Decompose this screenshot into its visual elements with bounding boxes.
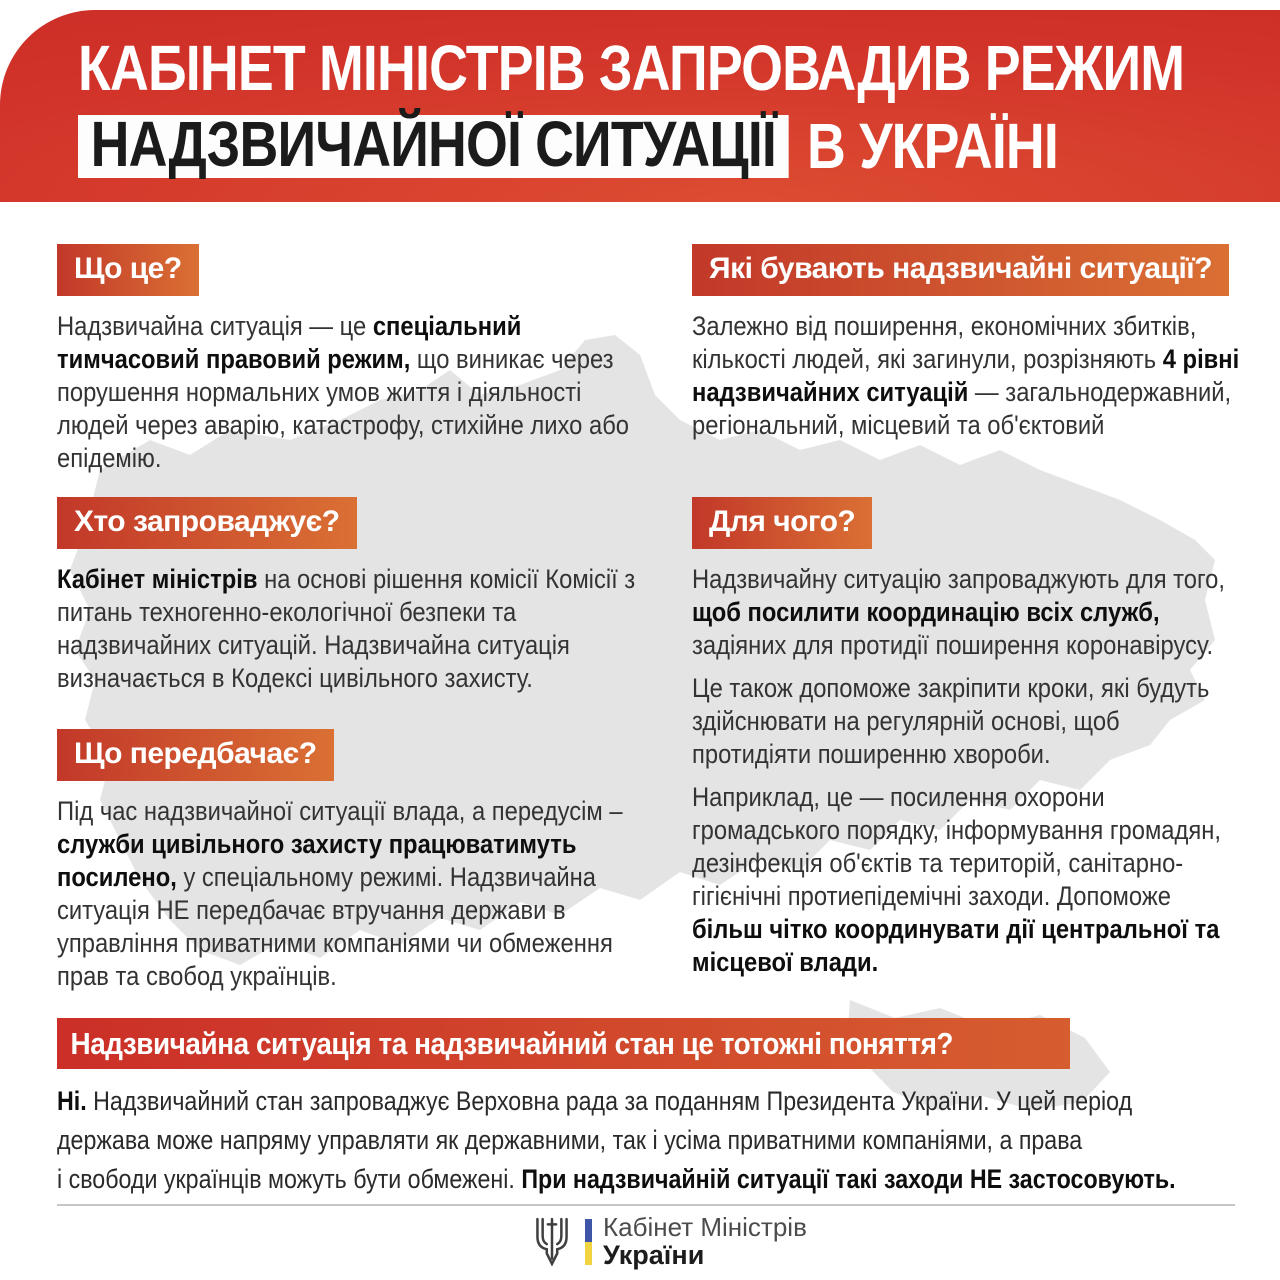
section-who-body [57,563,648,695]
paragraph: Кабінет міністрів на основі рішення комісії Комісії з питань техногенно-екологічної безпеки та надзвичайних ситуацій. Надзвичайна ситуація визначається в Кодексі цивільного захисту. [57,564,636,693]
section-what-body [57,310,648,475]
section-what-is-it [57,244,729,475]
section-foresee-title-chip: Що передбачає? [57,729,334,781]
header-title-line1: КАБІНЕТ МІНІСТРІВ ЗАПРОВАДИВ РЕЖИМ [78,32,1185,104]
footer-logo [530,1214,807,1269]
footer-org-line2: України [603,1240,705,1270]
header-banner [0,10,1280,202]
section-who-introduces [57,497,729,695]
header-highlight-box: НАДЗВИЧАЙНОЇ СИТУАЦІЇ [78,115,789,178]
paragraph: Наприклад, це — посилення охорони громадського порядку, інформування громадян, дезінфекція об'єктів та територій, санітарно-гігієнічні протиепідемічні заходи. Допоможе більш чітко координувати дії центральної та місцевої влади. [692,782,1221,977]
answer-line: держава може напряму управляти як державними, так і усіма приватними компаніями, а права [57,1125,1083,1155]
section-kinds-title-chip: Які бувають надзвичайні ситуації? [692,244,1229,296]
section-what-it-entails [57,729,729,993]
header-title [78,34,1184,183]
section-why [692,497,1280,979]
section-who-title-chip: Хто запроваджує? [57,497,357,549]
footer-divider [57,1204,1235,1206]
section-foresee-body [57,795,648,993]
question-banner [57,1018,1070,1069]
section-what-title-chip: Що це? [57,244,199,296]
answer-line: Ні. Надзвичайний стан запроваджує Верховна рада за поданням Президента України. У цей період [57,1086,1133,1116]
ukraine-trident-icon [530,1216,574,1268]
paragraph: Надзвичайна ситуація — це спеціальний тимчасовий правовий режим, що виникає через порушення нормальних умов життя і діяльності людей через аварію, катастрофу, стихійне лихо або епідемію. [57,311,630,473]
paragraph: Надзвичайну ситуацію запроваджують для того, щоб посилити координацію всіх служб, задіяних для протидії поширення коронавірусу. [692,564,1225,660]
section-emergency-kinds [692,244,1280,442]
paragraph: Це також допоможе закріпити кроки, які будуть здійснювати на регулярній основі, щоб протидіяти поширенню хвороби. [692,673,1210,769]
answer-line: і свободи українців можуть бути обмежені. При надзвичайній ситуації такі заходи НЕ застосовують. [57,1164,1176,1194]
flag-blue-half [585,1219,592,1242]
answer-block [57,1082,1176,1199]
header-title-line2-tail: В УКРАЇНІ [806,110,1058,182]
paragraph: Залежно від поширення, економічних збитків, кількості людей, які загинули, розрізняють 4 рівні надзвичайних ситуацій — загальнодержавний, регіональний, місцевий та об'єктовий [692,311,1240,440]
ukraine-flag-bar-icon [585,1219,592,1265]
header-title-line2 [78,109,1184,183]
paragraph: Під час надзвичайної ситуації влада, а передусім – служби цивільного захисту працюватимуть посилено, у спеціальному режимі. Надзвичайна ситуація НЕ передбачає втручання держави в управління приватними компаніями чи обмеження прав та свобод українців. [57,796,623,991]
footer-org-line1: Кабінет Міністрів [603,1212,807,1242]
section-why-title-chip: Для чого? [692,497,872,549]
question-banner-text: Надзвичайна ситуація та надзвичайний стан це тотожні поняття? [70,1026,953,1061]
section-why-body [692,563,1240,979]
footer-org-name [603,1214,807,1269]
flag-yellow-half [585,1242,592,1265]
section-kinds-body [692,310,1240,442]
